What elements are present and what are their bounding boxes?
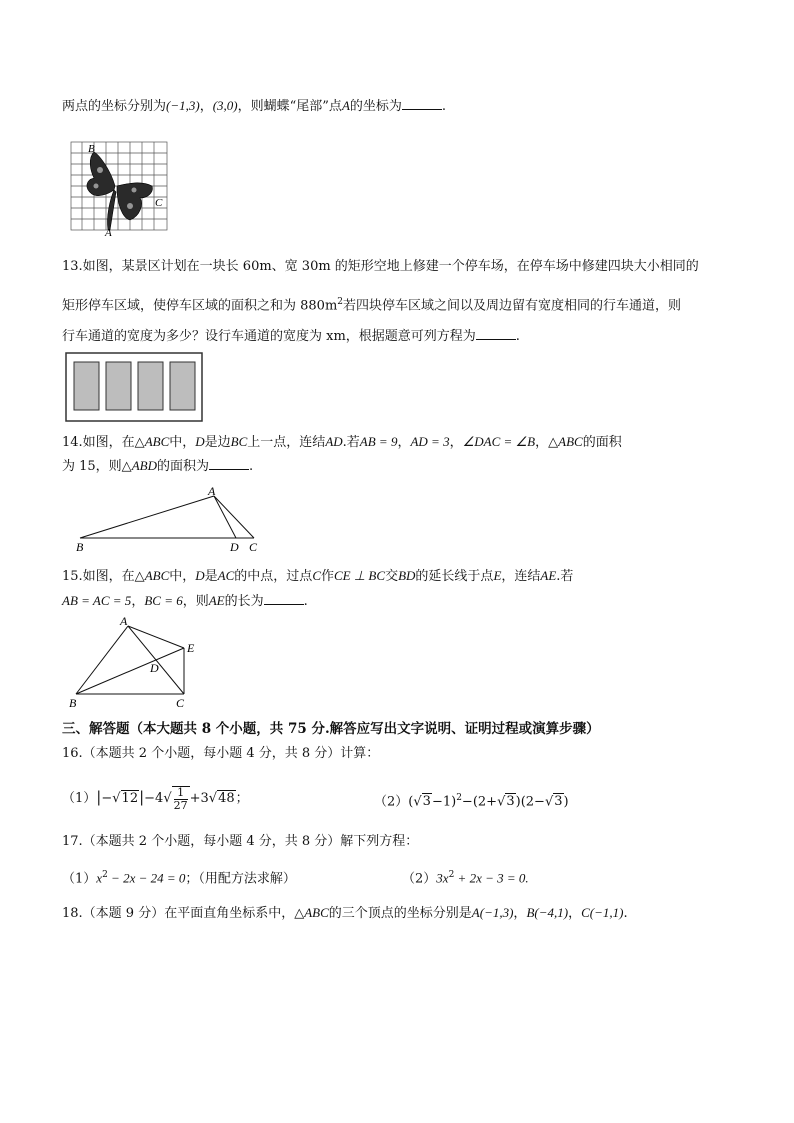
answer-blank[interactable] xyxy=(476,327,516,340)
q15-line2: AB = AC = 5，BC = 6，则AE的长为 . xyxy=(62,593,308,609)
q18-text: 18.（本题 9 分）在平面直角坐标系中，△ABC的三个顶点的坐标分别是A(−1,3)，B(−4,1)，C(−1,1). xyxy=(62,905,628,921)
answer-blank[interactable] xyxy=(402,97,442,110)
q16-part1: （1）|−√12|−4√ $\frac{1}{27}$ +3√48； xyxy=(62,785,249,812)
svg-text:B: B xyxy=(69,696,77,710)
label-a: A xyxy=(105,227,112,236)
q13-line2: 矩形停车区域，使停车区域的面积之和为 $880m^2$若四块停车区域之间以及周边留有宽度相同的行车通道，则 xyxy=(62,297,682,314)
q17-heading: 17.（本题共 2 个小题，每小题 4 分，共 8 分）解下列方程： xyxy=(62,834,419,849)
q17-part2: $(2)3x^2 + 2x - 3 = 0$. xyxy=(402,870,529,887)
q14-line1: 14.如图，在△ABC中，D是边BC上一点，连结AD.若AB = 9，AD = 3，∠DAC = ∠B，△ABC的面积 xyxy=(62,434,622,450)
label-c: C xyxy=(155,197,163,209)
svg-text:E: E xyxy=(187,641,195,655)
svg-text:A: A xyxy=(208,484,216,498)
q16-heading: 16.（本题共 2 个小题，每小题 4 分，共 8 分）计算： xyxy=(62,746,380,761)
parking-lot-figure xyxy=(65,352,203,422)
svg-text:A: A xyxy=(120,614,128,628)
q12-text: 两点的坐标分别为(−1,3)，(3,0)，则蝴蝶“尾部”点A的坐标为 . xyxy=(62,98,447,114)
triangle-abd-figure xyxy=(72,484,262,556)
svg-text:D: D xyxy=(150,661,159,675)
label-b: B xyxy=(88,143,95,155)
q13-line1: 13.如图，某景区计划在一块长 60m、宽 30m 的矩形空地上修建一个停车场，在停车场中修建四块大小相同的 xyxy=(62,259,699,274)
svg-text:B: B xyxy=(76,540,84,554)
triangle-ace-figure xyxy=(66,614,206,712)
svg-text:C: C xyxy=(249,540,258,554)
q15-line1: 15.如图，在△ABC中，D是AC的中点，过点C作CE ⊥ BC交BD的延长线于点E，连结AE.若 xyxy=(62,568,574,584)
butterfly-grid-figure xyxy=(70,140,170,236)
answer-blank[interactable] xyxy=(264,592,304,605)
svg-text:C: C xyxy=(176,696,185,710)
q17-part1: $(1)x^2 - 2x - 24 = 0$；（用配方法求解） xyxy=(62,870,296,887)
section-heading: 三、解答题（本大题共 8 个小题，共 75 分.解答应写出文字说明、证明过程或演算步骤） xyxy=(62,721,600,737)
svg-text:D: D xyxy=(230,540,239,554)
q13-line3: 行车通道的宽度为多少？设行车通道的宽度为 xm，根据题意可列方程为 . xyxy=(62,329,520,344)
q16-part2: $(2)(√3-1)^2-(2+√3)(2-√3)$ xyxy=(374,793,569,810)
q14-line2: 为 15，则△ABD的面积为 . xyxy=(62,458,254,474)
answer-blank[interactable] xyxy=(209,457,249,470)
